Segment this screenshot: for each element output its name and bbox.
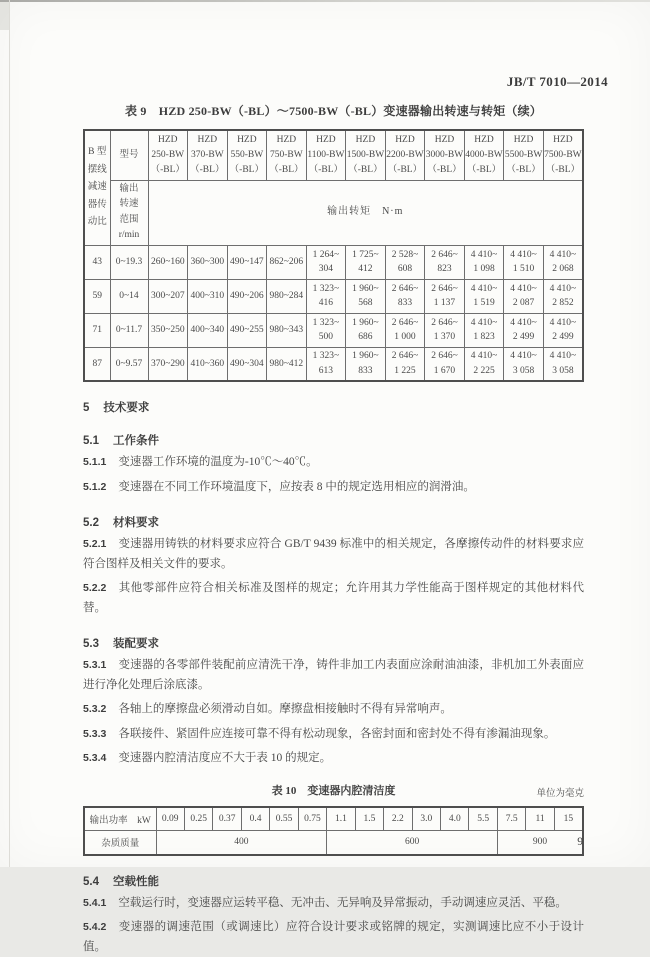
power-value-cell: 0.75 <box>298 807 326 831</box>
table-row <box>84 180 583 245</box>
table-row <box>84 245 583 279</box>
torque-value-cell: 370~290 <box>148 347 188 381</box>
clause-text: 各轴上的摩擦盘必须滑动自如。摩擦盘相接触时不得有异常响声。 <box>118 703 452 715</box>
table10-caption: 表 10 变速器内腔清洁度 <box>83 782 584 798</box>
speed-range-cell: 0~11.7 <box>110 313 148 347</box>
torque-value-cell: 490~147 <box>227 245 267 279</box>
torque-value-cell: 4 410~ 2 499 <box>504 313 544 347</box>
power-value-cell: 7.5 <box>497 807 525 831</box>
table-row <box>84 831 583 855</box>
torque-value-cell: 4 410~ 2 225 <box>464 347 504 381</box>
page-number: 9 <box>577 836 583 848</box>
table10-unit-note: 单位为毫克 <box>536 785 584 799</box>
torque-value-cell: 4 410~ 1 510 <box>504 245 544 279</box>
power-value-cell: 1.5 <box>355 807 383 831</box>
clause-number: 5.4.1 <box>83 897 106 909</box>
table-row <box>84 313 583 347</box>
model-header-cell: HZD 4000-BW （-BL） <box>464 130 504 180</box>
clauses-5-4 <box>83 873 584 957</box>
clause-text: 变速器的调速范围（或调速比）应符合设计要求或铭牌的规定，实测调速比应不小于设计值。 <box>83 921 584 953</box>
torque-value-cell: 350~250 <box>148 313 188 347</box>
mass-value-cell: 900 <box>497 831 583 855</box>
clause-paragraph <box>83 894 584 914</box>
table-row <box>84 130 583 180</box>
clause-number: 5.4.2 <box>83 921 106 933</box>
section-heading <box>83 432 584 448</box>
power-label-cell: 输出功率 kW <box>84 807 156 831</box>
section-heading <box>83 399 584 415</box>
table-row <box>84 347 583 381</box>
torque-value-cell: 1 323~ 613 <box>306 347 346 381</box>
clause-number: 5.1 <box>83 435 99 447</box>
clause-paragraph <box>83 700 584 720</box>
torque-value-cell: 4 410~ 2 068 <box>543 245 583 279</box>
table-row <box>84 807 583 831</box>
model-header-cell: HZD 250-BW （-BL） <box>148 130 188 180</box>
clause-paragraph <box>83 478 584 498</box>
torque-value-cell: 490~206 <box>227 279 267 313</box>
torque-value-cell: 400~340 <box>188 313 228 347</box>
speed-range-cell: 0~19.3 <box>110 245 148 279</box>
model-label-cell: 型号 <box>110 130 148 180</box>
power-value-cell: 0.55 <box>270 807 298 831</box>
ratio-value-cell: 87 <box>84 347 110 381</box>
power-value-cell: 5.5 <box>469 807 497 831</box>
model-header-cell: HZD 7500-BW （-BL） <box>543 130 583 180</box>
speed-range-header: 输出 转速 范围 r/min <box>110 180 148 245</box>
speed-range-cell: 0~14 <box>110 279 148 313</box>
clause-paragraph <box>83 749 584 769</box>
torque-value-cell: 1 960~ 833 <box>346 347 386 381</box>
clause-number: 5.2.2 <box>83 582 106 594</box>
torque-value-cell: 2 646~ 1 670 <box>425 347 465 381</box>
clause-number: 5.3.3 <box>83 728 106 740</box>
ratio-column-header: B 型 摆线 减速 器传 动比 <box>84 130 110 245</box>
clause-text: 变速器在不同工作环境温度下，应按表 8 中的规定选用相应的润滑油。 <box>118 481 475 493</box>
torque-value-cell: 490~255 <box>227 313 267 347</box>
model-header-cell: HZD 1500-BW （-BL） <box>346 130 386 180</box>
power-value-cell: 15 <box>554 807 583 831</box>
clause-text: 空载运行时，变速器应运转平稳、无冲击、无异响及异常振动，手动调速应灵活、平稳。 <box>118 897 567 909</box>
ratio-value-cell: 71 <box>84 313 110 347</box>
torque-value-cell: 490~304 <box>227 347 267 381</box>
model-header-cell: HZD 750-BW （-BL） <box>267 130 307 180</box>
power-value-cell: 4.0 <box>441 807 469 831</box>
power-value-cell: 0.25 <box>184 807 212 831</box>
clause-text: 变速器内腔清洁度应不大于表 10 的规定。 <box>118 752 331 764</box>
scan-corner-artifact <box>0 2 9 30</box>
clause-number: 5.3.4 <box>83 752 106 764</box>
clause-paragraph <box>83 918 584 957</box>
torque-value-cell: 4 410~ 1 823 <box>464 313 504 347</box>
torque-value-cell: 400~310 <box>188 279 228 313</box>
torque-value-cell: 4 410~ 3 058 <box>504 347 544 381</box>
clause-text: 各联接件、紧固件应连接可靠不得有松动现象，各密封面和密封处不得有渗漏油现象。 <box>118 728 555 740</box>
torque-value-cell: 360~300 <box>188 245 228 279</box>
torque-value-cell: 2 646~ 1 137 <box>425 279 465 313</box>
torque-value-cell: 980~284 <box>267 279 307 313</box>
power-value-cell: 0.09 <box>156 807 184 831</box>
torque-value-cell: 4 410~ 1 519 <box>464 279 504 313</box>
torque-value-cell: 1 264~ 304 <box>306 245 346 279</box>
power-value-cell: 2.2 <box>384 807 412 831</box>
clause-text: 变速器用铸铁的材料要求应符合 GB/T 9439 标准中的相关规定，各摩擦传动件的材料要求应符合图样及相关文件的要求。 <box>83 538 584 570</box>
page-content <box>83 0 584 957</box>
table9-caption: 表 9 HZD 250-BW（-BL）～7500-BW（-BL）变速器输出转速与转矩（续） <box>83 102 584 119</box>
clause-number: 5.1.2 <box>83 481 106 493</box>
clause-number: 5.2.1 <box>83 538 106 550</box>
clause-number: 5 <box>83 402 89 414</box>
clause-number: 5.4 <box>83 876 99 888</box>
torque-value-cell: 2 528~ 608 <box>385 245 425 279</box>
model-header-cell: HZD 550-BW （-BL） <box>227 130 267 180</box>
power-value-cell: 0.37 <box>213 807 241 831</box>
mass-label-cell: 杂质质量 <box>84 831 156 855</box>
section-heading-text: 材料要求 <box>113 517 159 529</box>
section-heading <box>83 514 584 530</box>
clause-paragraph <box>83 725 584 745</box>
clause-text: 变速器工作环境的温度为-10℃～40℃。 <box>118 456 317 468</box>
torque-value-cell: 2 646~ 1 370 <box>425 313 465 347</box>
torque-value-cell: 862~206 <box>267 245 307 279</box>
model-header-cell: HZD 5500-BW （-BL） <box>504 130 544 180</box>
torque-value-cell: 4 410~ 2 087 <box>504 279 544 313</box>
model-header-cell: HZD 1100-BW （-BL） <box>306 130 346 180</box>
torque-value-cell: 410~360 <box>188 347 228 381</box>
torque-value-cell: 4 410~ 2 852 <box>543 279 583 313</box>
torque-value-cell: 1 960~ 686 <box>346 313 386 347</box>
standard-number-header: JB/T 7010—2014 <box>507 74 608 90</box>
table9-output-speed-torque <box>83 129 584 382</box>
clause-paragraph <box>83 535 584 574</box>
clause-text: 变速器的各零部件装配前应清洗干净，铸件非加工内表面应涂耐油油漆，非机加工外表面应进行净化处理后涂底漆。 <box>83 659 584 691</box>
torque-value-cell: 260~160 <box>148 245 188 279</box>
power-value-cell: 1.1 <box>327 807 355 831</box>
clause-number: 5.2 <box>83 517 99 529</box>
clause-text: 其他零部件应符合相关标准及图样的规定；允许用其力学性能高于图样规定的其他材料代替。 <box>83 582 584 614</box>
clause-number: 5.3.2 <box>83 703 106 715</box>
mass-value-cell: 400 <box>156 831 327 855</box>
model-header-cell: HZD 370-BW （-BL） <box>188 130 228 180</box>
ratio-value-cell: 59 <box>84 279 110 313</box>
section-heading <box>83 635 584 651</box>
torque-value-cell: 4 410~ 3 058 <box>543 347 583 381</box>
ratio-value-cell: 43 <box>84 245 110 279</box>
section-heading <box>83 873 584 889</box>
power-value-cell: 11 <box>526 807 554 831</box>
clauses-5-1-to-5-3 <box>83 399 584 769</box>
torque-value-cell: 1 323~ 416 <box>306 279 346 313</box>
torque-value-cell: 4 410~ 2 499 <box>543 313 583 347</box>
table10-cleanliness <box>83 806 584 856</box>
section-heading-text: 装配要求 <box>113 638 159 650</box>
model-header-cell: HZD 2200-BW （-BL） <box>385 130 425 180</box>
torque-value-cell: 1 960~ 568 <box>346 279 386 313</box>
torque-header-cell: 输出转矩 N·m <box>148 180 583 245</box>
torque-value-cell: 1 323~ 500 <box>306 313 346 347</box>
torque-value-cell: 980~343 <box>267 313 307 347</box>
table10-caption-row <box>83 782 584 798</box>
speed-range-cell: 0~9.57 <box>110 347 148 381</box>
torque-value-cell: 2 646~ 1 000 <box>385 313 425 347</box>
clause-paragraph <box>83 453 584 473</box>
model-header-cell: HZD 3000-BW （-BL） <box>425 130 465 180</box>
scan-edge-left <box>9 0 10 867</box>
mass-value-cell: 600 <box>327 831 498 855</box>
torque-value-cell: 2 646~ 833 <box>385 279 425 313</box>
section-heading-text: 工作条件 <box>113 435 159 447</box>
clause-paragraph <box>83 579 584 618</box>
torque-value-cell: 300~207 <box>148 279 188 313</box>
torque-value-cell: 1 725~ 412 <box>346 245 386 279</box>
clause-number: 5.1.1 <box>83 456 106 468</box>
clause-number: 5.3 <box>83 638 99 650</box>
torque-value-cell: 2 646~ 823 <box>425 245 465 279</box>
section-heading-text: 技术要求 <box>103 402 149 414</box>
torque-value-cell: 2 646~ 1 225 <box>385 347 425 381</box>
section-heading-text: 空载性能 <box>113 876 159 888</box>
power-value-cell: 3.0 <box>412 807 440 831</box>
clause-number: 5.3.1 <box>83 659 106 671</box>
table-row <box>84 279 583 313</box>
clause-paragraph <box>83 656 584 695</box>
torque-value-cell: 4 410~ 1 098 <box>464 245 504 279</box>
power-value-cell: 0.4 <box>241 807 269 831</box>
torque-value-cell: 980~412 <box>267 347 307 381</box>
